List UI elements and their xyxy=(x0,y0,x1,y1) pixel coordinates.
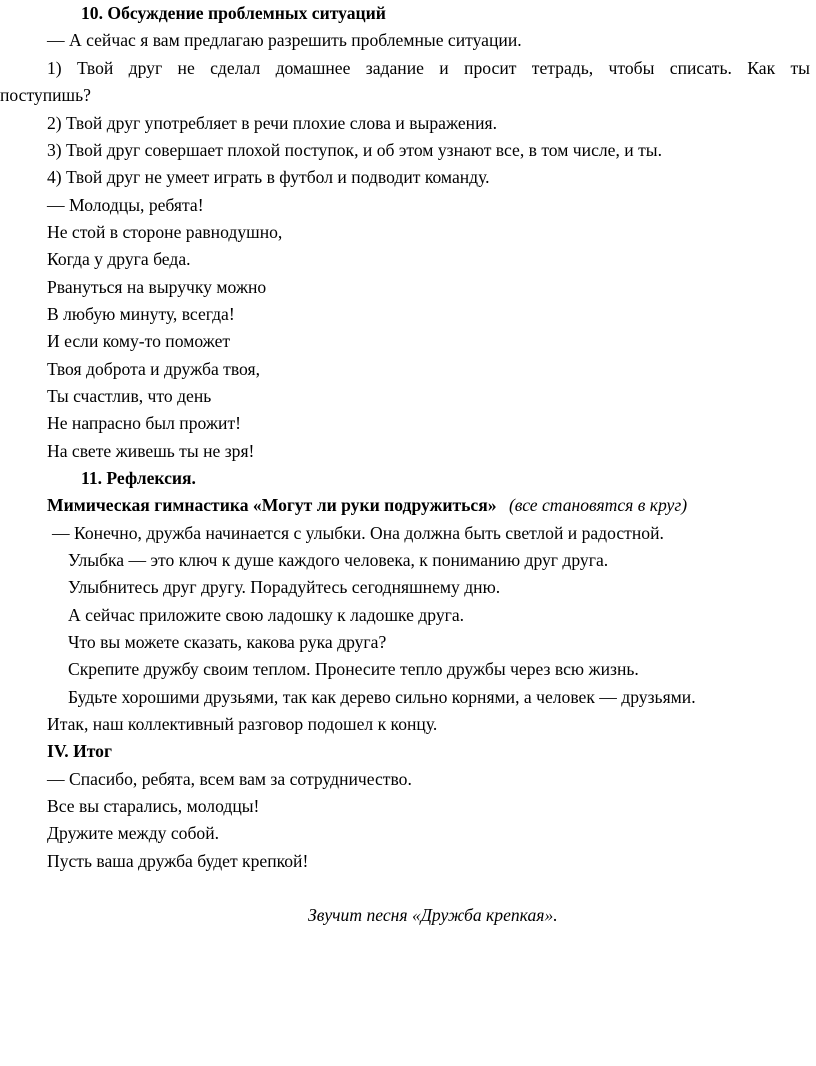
section-10-intro: — А сейчас я вам предлагаю разрешить проблемные ситуации. xyxy=(47,30,522,50)
poem-line: Твоя доброта и дружба твоя, xyxy=(47,359,260,379)
poem-line: Когда у друга беда. xyxy=(47,249,191,269)
reflection-line: Что вы можете сказать, какова рука друга? xyxy=(68,632,387,652)
poem-line: На свете живешь ты не зря! xyxy=(47,441,255,461)
reflection-line: — Конечно, дружба начинается с улыбки. Она должна быть светлой и радостной. xyxy=(52,523,664,543)
poem-line: Рвануться на выручку можно xyxy=(47,277,267,297)
poem-line: Не стой в стороне равнодушно, xyxy=(47,222,283,242)
poem-line: Не напрасно был прожит! xyxy=(47,413,241,433)
situation-4: 4) Твой друг не умеет играть в футбол и подводит команду. xyxy=(47,167,490,187)
situation-2: 2) Твой друг употребляет в речи плохие слова и выражения. xyxy=(47,113,497,133)
section-11-heading: 11. Рефлексия. xyxy=(81,468,196,488)
reflection-line: А сейчас приложите свою ладошку к ладошке друга. xyxy=(68,605,465,625)
reflection-line: Улыбка — это ключ к душе каждого человека, к пониманию друг друга. xyxy=(68,550,609,570)
praise-line: — Молодцы, ребята! xyxy=(47,195,204,215)
poem-line: И если кому-то поможет xyxy=(47,331,231,351)
poem-line: Ты счастлив, что день xyxy=(47,386,212,406)
section-10-heading: 10. Обсуждение проблемных ситуаций xyxy=(81,3,386,23)
summary-heading: IV. Итог xyxy=(47,741,112,761)
summary-line: Пусть ваша дружба будет крепкой! xyxy=(47,851,309,871)
song-note: Звучит песня «Дружба крепкая». xyxy=(308,905,558,925)
exercise-line xyxy=(47,492,810,518)
poem-line: В любую минуту, всегда! xyxy=(47,304,235,324)
exercise-note: (все становятся в круг) xyxy=(508,495,688,515)
summary-line: — Спасибо, ребята, всем вам за сотрудничество. xyxy=(47,769,412,789)
summary-line: Дружите между собой. xyxy=(47,823,220,843)
exercise-title: Мимическая гимнастика «Могут ли руки подружиться» xyxy=(47,495,497,515)
summary-line: Все вы старались, молодцы! xyxy=(47,796,260,816)
situation-3: 3) Твой друг совершает плохой поступок, и об этом узнают все, в том числе, и ты. xyxy=(47,140,662,160)
reflection-line: Скрепите дружбу своим теплом. Пронесите тепло дружбы через всю жизнь. xyxy=(68,659,639,679)
situation-1-line-2: поступишь? xyxy=(0,85,91,105)
reflection-line: Будьте хорошими друзьями, так как дерево сильно корнями, а человек — друзьями. xyxy=(68,687,696,707)
reflection-line: Улыбнитесь друг другу. Порадуйтесь сегодняшнему дню. xyxy=(68,577,501,597)
situation-1-line-1: 1) Твой друг не сделал домашнее задание и просит тетрадь, чтобы списать. Как ты xyxy=(47,58,810,78)
reflection-closing: Итак, наш коллективный разговор подошел к концу. xyxy=(47,714,438,734)
